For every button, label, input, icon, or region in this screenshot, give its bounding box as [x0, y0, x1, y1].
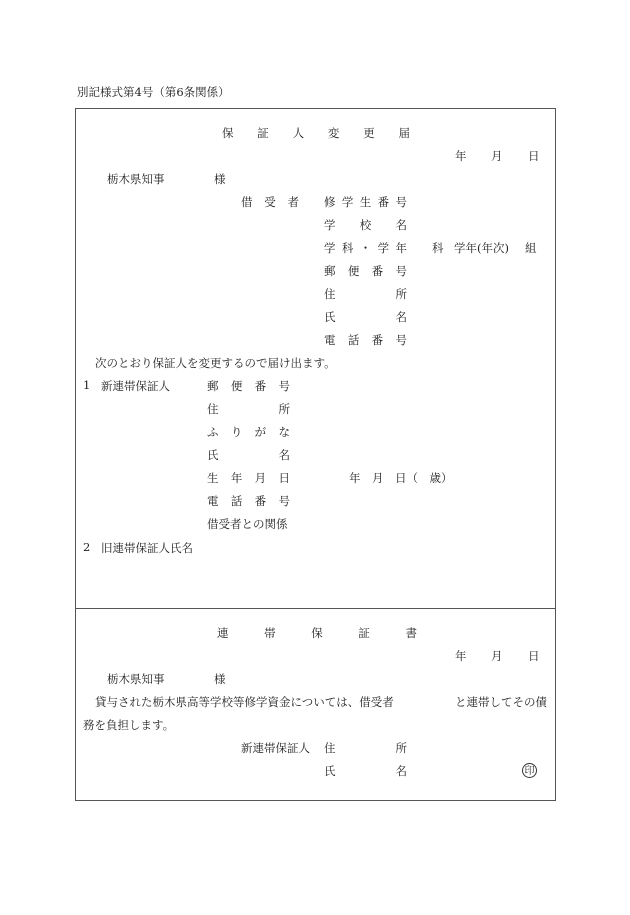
guarantee-date-month[interactable]: 月 — [491, 649, 503, 663]
notice-date-year[interactable]: 年 — [455, 149, 467, 163]
guarantee-address-label: 住 所 — [324, 741, 407, 755]
item2-number: 2 — [83, 540, 91, 554]
seal-icon: 印 — [522, 763, 537, 778]
borrower-name-label: 氏 名 — [324, 310, 407, 324]
new-address-label: 住 所 — [207, 402, 290, 416]
item1-number: 1 — [83, 378, 91, 392]
new-birthdate-label: 生 年 月 日 — [207, 471, 290, 485]
borrower-address-label: 住 所 — [324, 287, 407, 301]
new-phone-label: 電 話 番 号 — [207, 494, 290, 508]
notice-date-month[interactable]: 月 — [491, 149, 503, 163]
guarantee-title: 連 帯 保 証 書 — [217, 626, 417, 640]
notice-date-day[interactable]: 日 — [528, 149, 540, 163]
item1-label: 新連帯保証人 — [101, 379, 170, 393]
borrower-postal-label: 郵 便 番 号 — [324, 264, 407, 278]
borrower-student-number-label: 修 学 生 番 号 — [324, 195, 407, 209]
borrower-class: 組 — [525, 241, 537, 255]
new-birthdate-format: 年 月 日（ 歳） — [349, 471, 453, 485]
new-name-label: 氏 名 — [207, 448, 290, 462]
item2-label: 旧連帯保証人氏名 — [101, 541, 193, 555]
borrower-phone-label: 電 話 番 号 — [324, 333, 407, 347]
notice-honorific: 様 — [214, 172, 226, 186]
guarantee-signer-label: 新連帯保証人 — [241, 741, 310, 755]
notice-addressee: 栃木県知事 — [107, 172, 165, 186]
borrower-grade: 学年(年次) — [454, 241, 509, 255]
guarantee-body-line1a: 貸与された栃木県高等学校等修学資金については、借受者 — [95, 695, 394, 709]
guarantee-body-line2: 務を負担します。 — [83, 718, 175, 732]
guarantee-addressee: 栃木県知事 — [107, 672, 165, 686]
guarantee-body-line1b: と連帯してその債 — [455, 695, 547, 709]
guarantee-name-label: 氏 名 — [324, 764, 407, 778]
borrower-dept-ka: 科 — [432, 241, 444, 255]
new-postal-label: 郵 便 番 号 — [207, 379, 290, 393]
guarantee-date-day[interactable]: 日 — [528, 649, 540, 663]
borrower-dept-label: 学 科 ・ 学 年 — [324, 241, 407, 255]
guarantee-date-year[interactable]: 年 — [455, 649, 467, 663]
borrower-label: 借 受 者 — [241, 195, 299, 209]
notice-title: 保 証 人 変 更 届 — [222, 126, 410, 140]
notice-statement: 次のとおり保証人を変更するので届け出ます。 — [95, 356, 336, 370]
form-reference: 別記様式第4号（第6条関係） — [77, 85, 230, 99]
new-relation-label: 借受者との関係 — [207, 517, 288, 531]
new-furigana-label: ふ り が な — [207, 425, 290, 439]
borrower-school-label: 学 校 名 — [324, 218, 407, 232]
guarantee-honorific: 様 — [214, 672, 226, 686]
